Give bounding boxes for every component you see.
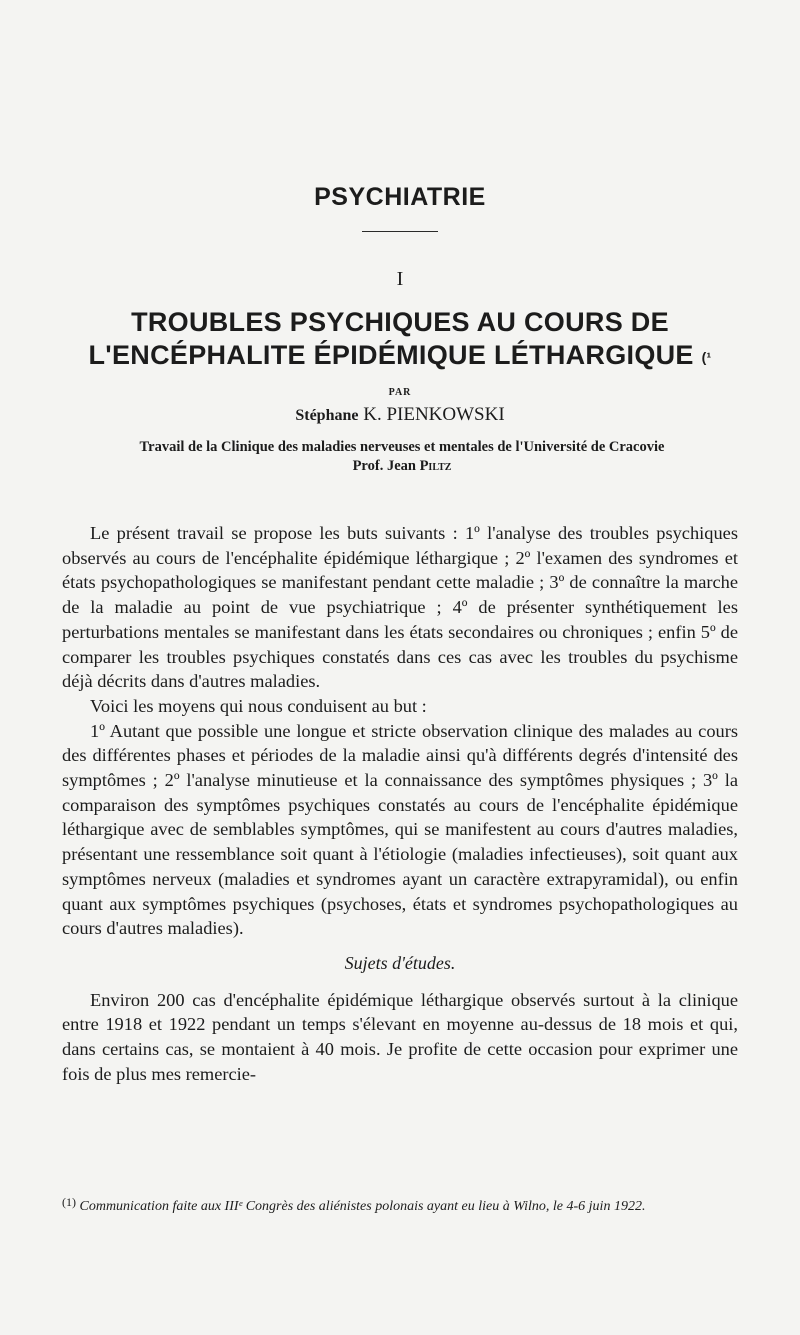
- title-footnote-marker: (¹: [701, 349, 712, 365]
- article-numeral: I: [396, 268, 404, 290]
- affiliation-line-2: [62, 457, 742, 476]
- author-name: [0, 404, 800, 426]
- section-title: PSYCHIATRIE: [314, 183, 486, 211]
- paragraph-2: Voici les moyens qui nous conduisent au but :: [90, 695, 427, 716]
- subheading: Sujets d'études.: [344, 952, 456, 973]
- author-surname: K. PIENKOWSKI: [363, 404, 505, 425]
- paragraph-3: 1º Autant que possible une longue et stricte observation clinique des malades au cours des différentes phases et périodes de la maladie ainsi qu'à différents degrés d'intensité des symptômes ; 2º l'analyse minutieuse et la connaissance des symptômes physiques ; 3º la comparaison des symptômes psychiques constatés au cours de l'encéphalite épidémique léthargique avec de semblables symptômes, qui se manifestent au cours d'autres maladies, présentant une ressemblance soit quant à l'étiologie (maladies infectieuses), soit quant aux symptômes nerveux (maladies et syndromes ayant un caractère extrapyramidal), ou enfin quant aux symptômes psychiques (psychoses, états et syndromes psychopathologiques au cours d'autres maladies).: [62, 720, 738, 939]
- affiliation-professor: Piltz: [419, 458, 452, 474]
- article-title: [0, 306, 800, 374]
- title-rule: [362, 231, 438, 232]
- article-title-line-2: [0, 339, 800, 374]
- affiliation-line-1: Travail de la Clinique des maladies nerveuses et mentales de l'Université de Cracovie: [139, 439, 665, 455]
- paragraph-1: Le présent travail se propose les buts suivants : 1º l'analyse des troubles psychiques observés au cours de l'encéphalite épidémique léthargique ; 2º l'examen des syndromes et états psychopathologiques se manifestant pendant cette maladie ; 3º de connaître la marche de la maladie au point de vue psychiatrique ; 4º de présenter synthétiquement les perturbations mentales se manifestant dans les états secondaires ou chroniques ; enfin 5º de comparer les troubles psychiques constatés dans ces cas avec les troubles du psychisme déjà décrits dans d'autres maladies.: [62, 523, 738, 692]
- paragraph-4: Environ 200 cas d'encéphalite épidémique léthargique observés surtout à la clinique entre 1918 et 1922 pendant un temps s'élevant en moyenne au-dessus de 18 mois et qui, dans certains cas, se montaient à 40 mois. Je profite de cette occasion pour exprimer une fois de plus mes remercie-: [62, 989, 738, 1084]
- footnote-marker: (1): [62, 1195, 76, 1209]
- affiliation: [62, 438, 742, 476]
- author-first-name: Stéphane: [295, 407, 359, 424]
- affiliation-prefix: Prof. Jean: [352, 458, 416, 474]
- footnote: [62, 1194, 738, 1215]
- footnote-text: Communication faite aux IIIᵉ Congrès des aliénistes polonais ayant eu lieu à Wilno, le 4-6 juin 1922.: [79, 1199, 646, 1214]
- byline-par: PAR: [388, 387, 412, 398]
- article-title-line-1: TROUBLES PSYCHIQUES AU COURS DE: [131, 307, 669, 337]
- article-body: [62, 521, 738, 1086]
- article-title-line-2-text: L'ENCÉPHALITE ÉPIDÉMIQUE LÉTHARGIQUE: [88, 340, 694, 370]
